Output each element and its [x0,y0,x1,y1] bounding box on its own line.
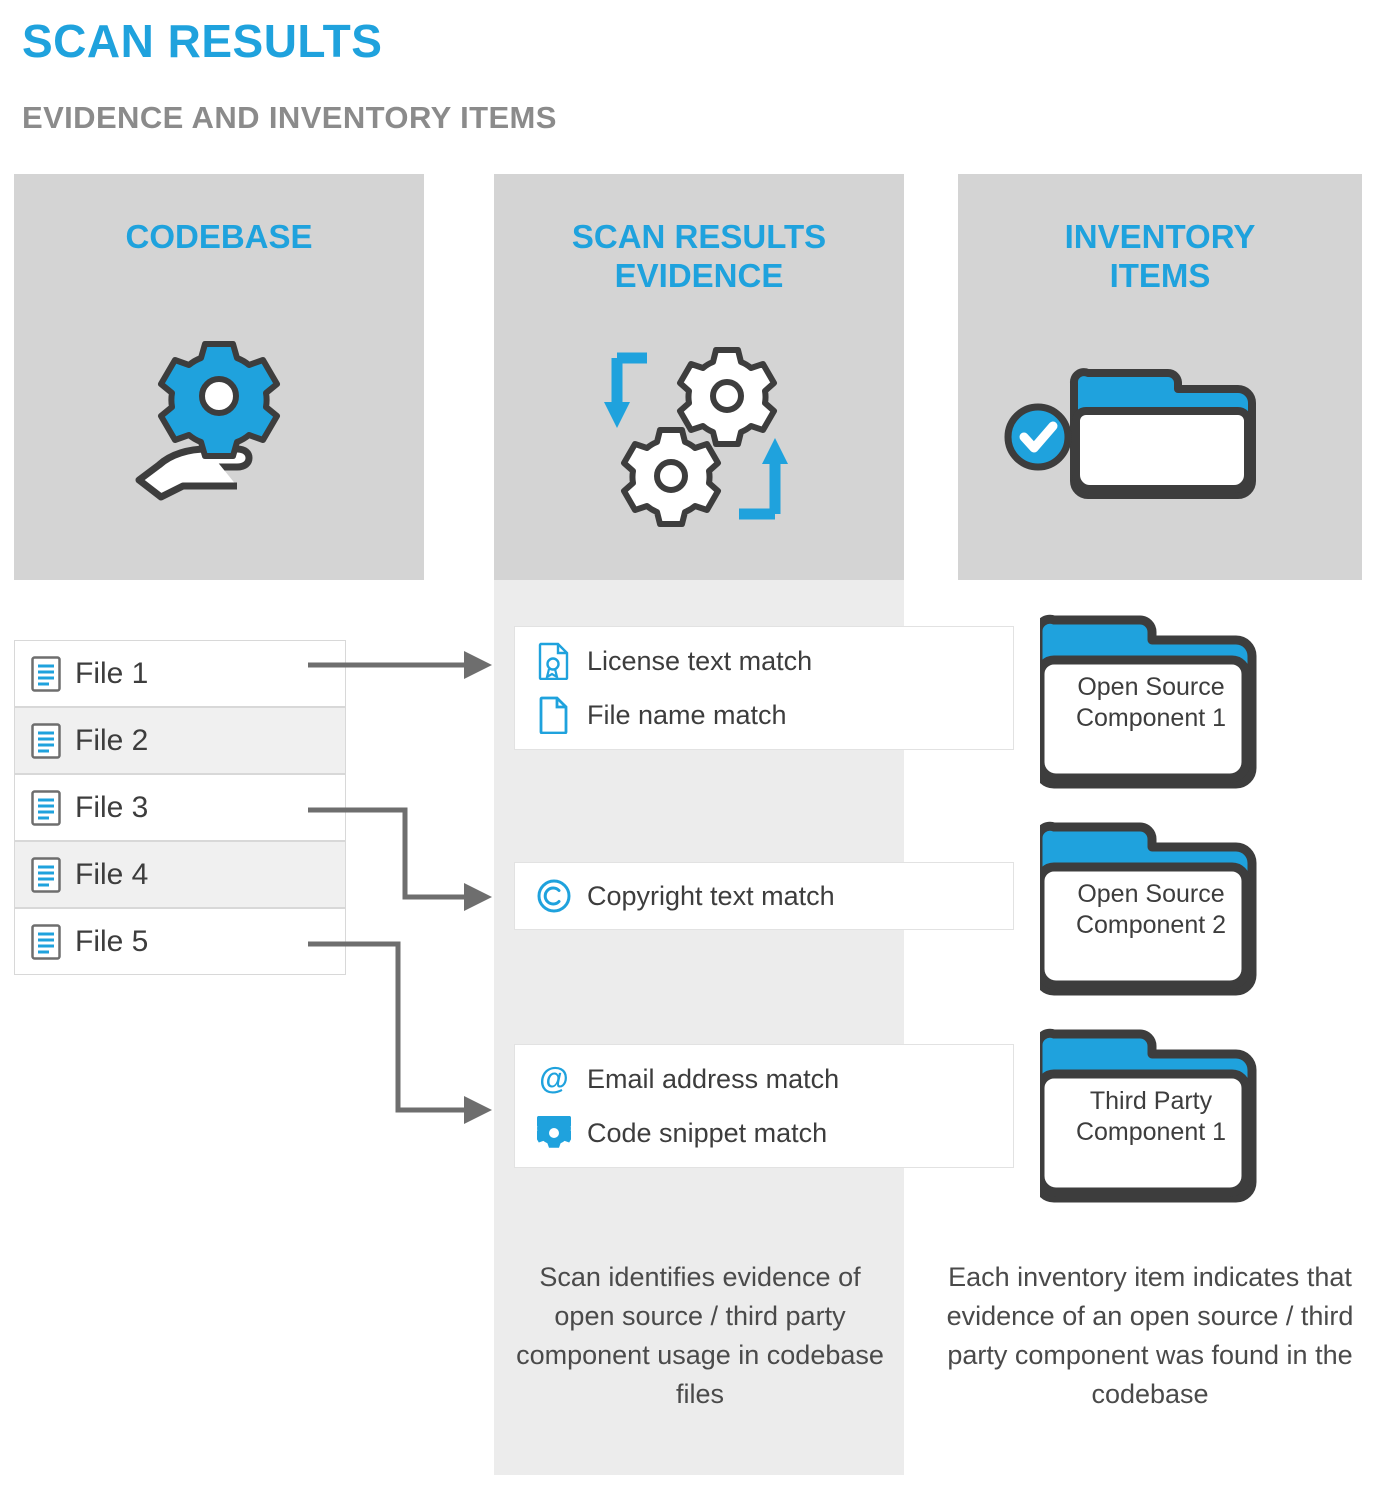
file-icon [31,656,61,692]
evidence-group-1[interactable] [514,626,1014,750]
list-item-label: File 4 [75,857,149,891]
column-header-scan-results-evidence [494,174,904,580]
at-sign-icon [537,1060,571,1098]
evidence-line [515,634,1013,688]
list-item-label: File 3 [75,790,149,824]
file-name-icon [537,696,571,734]
inventory-item-label [1040,1086,1262,1149]
list-item[interactable] [14,707,346,774]
evidence-group-3[interactable] [514,1044,1014,1168]
inventory-item[interactable] [1040,1022,1262,1208]
list-item[interactable] [14,640,346,707]
inventory-item[interactable] [1040,608,1262,794]
gears-sync-icon [599,344,809,539]
column-title-evidence-line2: EVIDENCE [614,257,784,294]
inventory-item[interactable] [1040,815,1262,1001]
list-item-label: File 1 [75,656,149,690]
evidence-label: License text match [587,645,813,676]
file-icon [31,924,61,960]
list-item-label: File 2 [75,723,149,757]
column-title-evidence-line1: SCAN RESULTS [571,218,827,255]
caption-evidence: Scan identifies evidence of open source / third party component usage in codebase files [516,1262,884,1410]
file-icon [31,790,61,826]
evidence-label: File name match [587,699,787,730]
gear-icon [537,1114,571,1152]
checked-folder-icon [998,359,1288,514]
inventory-item-line2: Component 2 [1075,911,1227,940]
list-item-label: File 5 [75,924,149,958]
inventory-item-line1: Third Party [1089,1087,1213,1115]
evidence-label: Copyright text match [587,880,835,911]
page-title: SCAN RESULTS [22,15,383,67]
caption-inventory: Each inventory item indicates that evidence of an open source / third party component was found in the codebase [946,1262,1354,1410]
inventory-item-line2: Component 1 [1075,1118,1227,1147]
list-item[interactable] [14,841,346,908]
column-title-inventory-line2: ITEMS [1109,257,1211,294]
column-title-codebase: CODEBASE [125,218,313,255]
file-icon [31,723,61,759]
inventory-item-line1: Open Source [1077,673,1225,701]
column-header-inventory-items [958,174,1362,580]
page-subtitle: EVIDENCE AND INVENTORY ITEMS [22,100,557,135]
copyright-icon [537,877,571,915]
evidence-line [515,869,1013,923]
list-item[interactable] [14,908,346,975]
inventory-item-line1: Open Source [1077,880,1225,908]
inventory-item-line2: Component 1 [1075,704,1227,733]
gear-in-hand-icon [119,334,319,529]
list-item[interactable] [14,774,346,841]
file-icon [31,857,61,893]
evidence-label: Code snippet match [587,1117,828,1148]
evidence-line [515,688,1013,742]
inventory-item-label [1040,672,1262,735]
column-title-inventory-line1: INVENTORY [1064,218,1256,255]
license-document-icon [537,642,571,680]
evidence-group-2[interactable] [514,862,1014,930]
evidence-line [515,1052,1013,1106]
evidence-line [515,1106,1013,1160]
svg-text:@: @ [539,1062,569,1096]
evidence-label: Email address match [587,1063,840,1094]
column-header-codebase [14,174,424,580]
inventory-item-label [1040,879,1262,942]
